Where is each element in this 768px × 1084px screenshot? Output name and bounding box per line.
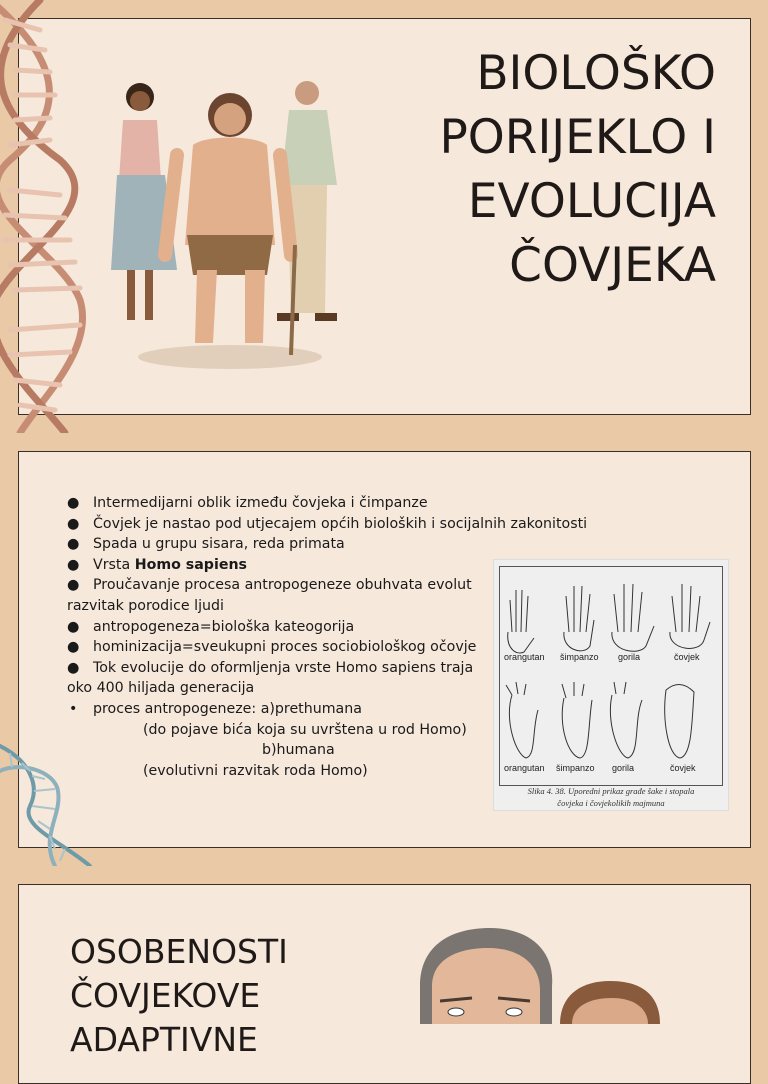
- figure-caption: Slika 4. 38. Uporedni prikaz građe šake i stopala: [527, 786, 695, 796]
- bullet-item: ● Spada u grupu sisara, reda primata: [67, 536, 345, 553]
- sub-item: (do pojave bića koja su uvrštena u rod Homo): [143, 721, 467, 738]
- bullet-item: ● Vrsta Homo sapiens: [67, 556, 247, 573]
- slide-2: [0, 433, 768, 866]
- evolution-figures-illustration: [105, 75, 355, 375]
- sub-item: b)humana: [262, 742, 335, 759]
- sub-item: (evolutivni razvitak roda Homo): [143, 762, 368, 779]
- figure-caption: čovjeka i čovjekolikih majmuna: [557, 798, 665, 808]
- figure-label: orangutan: [504, 763, 545, 773]
- slide-1: [0, 0, 768, 433]
- bullet-item: ● Proučavanje procesa antropogeneze obuhvata evolut: [67, 577, 472, 594]
- figure-label: šimpanzo: [556, 763, 595, 773]
- dna-helix-icon: [0, 741, 100, 866]
- bullet-item: ● Intermedijarni oblik između čovjeka i čimpanze: [67, 495, 428, 511]
- bullet-item: ● antropogeneza=biološka kateogorija: [67, 618, 355, 635]
- dna-helix-icon: [0, 0, 100, 433]
- bullet-continuation: oko 400 hiljada generacija: [67, 680, 255, 697]
- bullet-item: • proces antropogeneze: a)prethumana: [69, 700, 362, 717]
- figure-label: orangutan: [504, 652, 545, 662]
- slide-3-title: OSOBENOSTI ČOVJEKOVE ADAPTIVNE: [70, 932, 288, 1059]
- men-portrait-illustration: [410, 926, 690, 1024]
- figure-label: čovjek: [674, 652, 700, 662]
- bullet-item: ● Tok evolucije do oformljenja vrste Homo sapiens traja: [67, 659, 474, 676]
- bullet-item: ● Čovjek je nastao pod utjecajem općih bioloških i socijalnih zakonitosti: [67, 515, 588, 532]
- slide-3: [0, 866, 768, 1059]
- figure-label: čovjek: [670, 763, 696, 773]
- figure-label: šimpanzo: [560, 652, 599, 662]
- bullet-continuation: razvitak porodice ljudi: [67, 597, 224, 614]
- hand-foot-comparison-figure: [493, 559, 729, 811]
- bullet-item: ● hominizacija=sveukupni proces sociobiološkog očovje: [67, 639, 477, 656]
- figure-label: gorila: [612, 763, 635, 773]
- presentation-title: BIOLOŠKO PORIJEKLO I EVOLUCIJA ČOVJEKA: [439, 46, 716, 293]
- figure-label: gorila: [618, 652, 641, 662]
- neanderthal-figure: [165, 93, 295, 355]
